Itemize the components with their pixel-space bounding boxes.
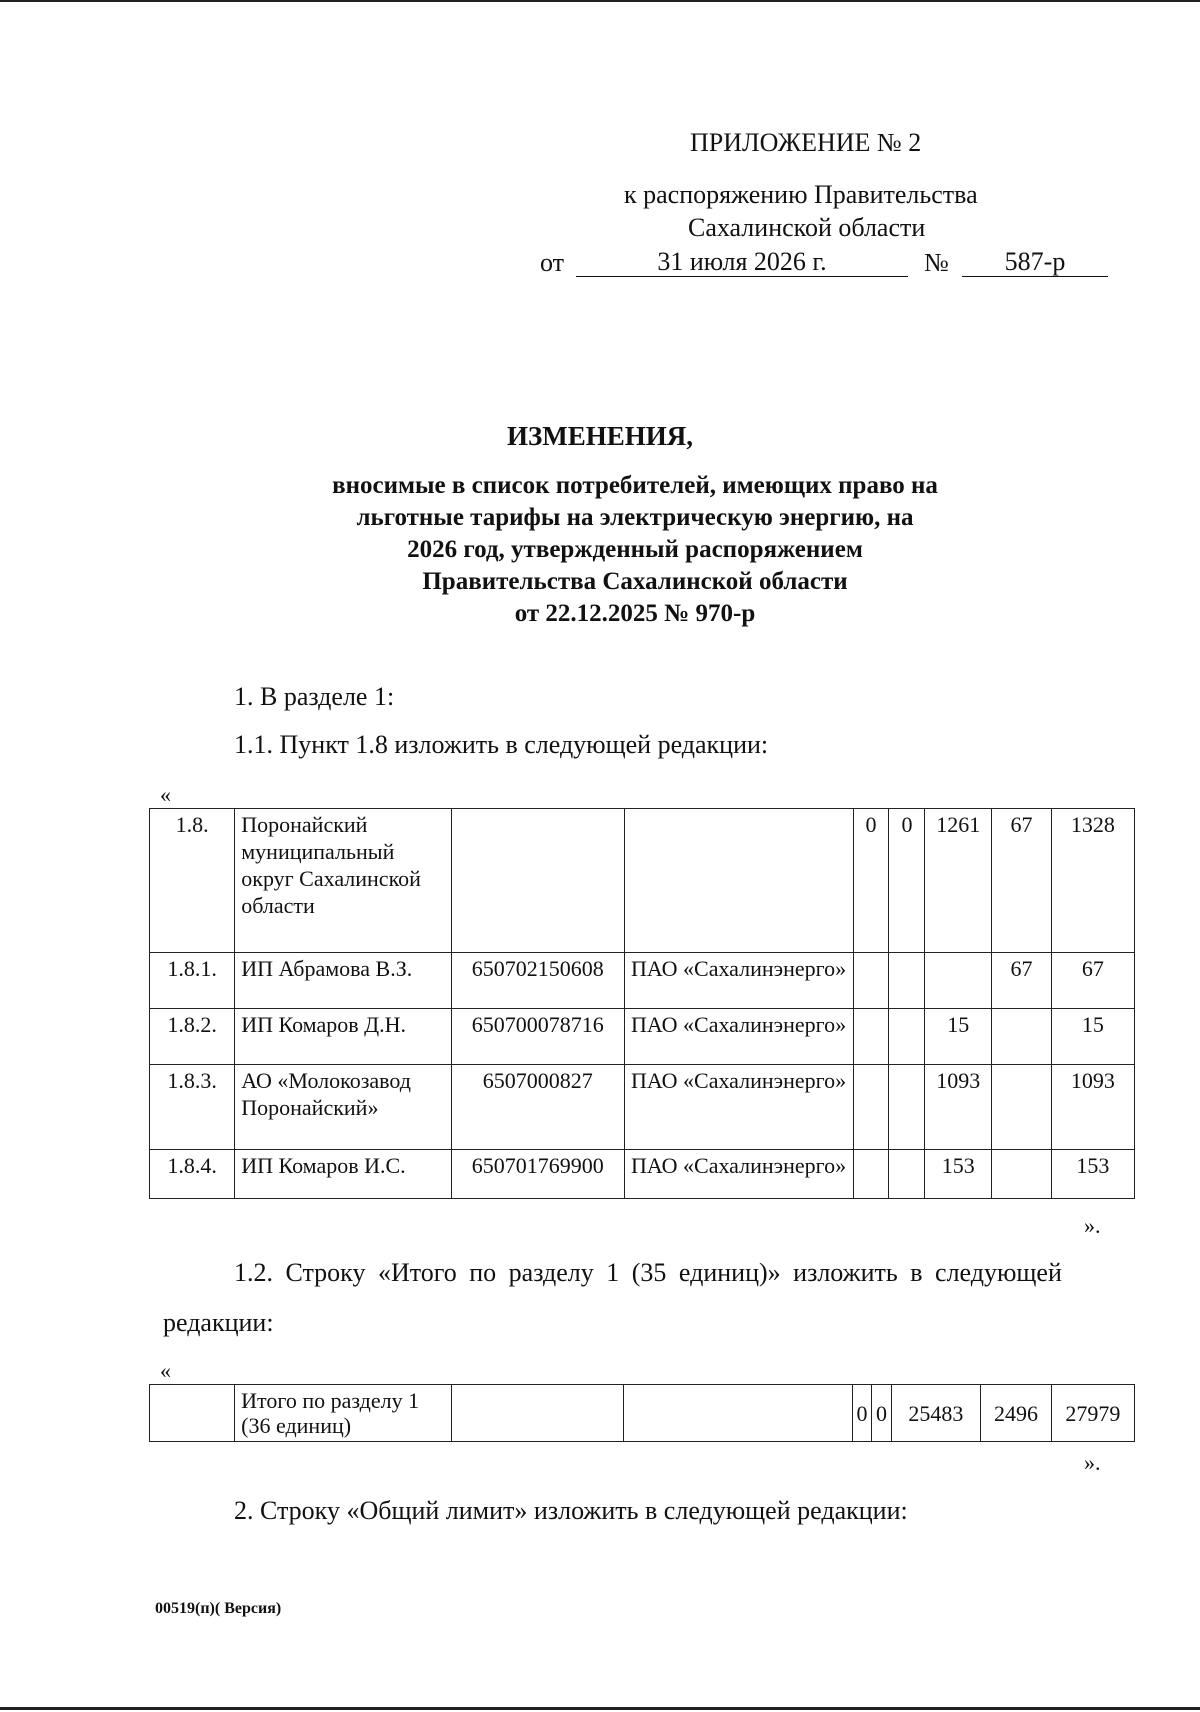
cell-value-1 xyxy=(853,1009,889,1065)
cell-value-3 xyxy=(925,953,992,1009)
cell-supplier xyxy=(624,1385,853,1442)
table-item-1-8 xyxy=(149,808,1135,1199)
cell-number: 1.8.4. xyxy=(150,1150,235,1199)
page-bottom-edge xyxy=(0,1707,1200,1710)
cell-name: АО «Молокозавод Поронайский» xyxy=(235,1065,452,1150)
cell-supplier: ПАО «Сахалинэнерго» xyxy=(624,1065,853,1150)
cell-value-total: 1328 xyxy=(1051,809,1134,953)
cell-value-3: 15 xyxy=(925,1009,992,1065)
table-row xyxy=(150,1009,1135,1065)
paragraph-1-1: 1.1. Пункт 1.8 изложить в следующей редакции: xyxy=(234,730,769,759)
cell-value-3: 1261 xyxy=(925,809,992,953)
quote-close: ». xyxy=(1084,1213,1101,1238)
cell-inn: 650701769900 xyxy=(451,1150,624,1199)
cell-value-4: 67 xyxy=(992,953,1052,1009)
paragraph-1: 1. В разделе 1: xyxy=(234,682,395,711)
quote-open: « xyxy=(160,1358,171,1383)
cell-supplier: ПАО «Сахалинэнерго» xyxy=(624,1009,853,1065)
cell-value-2: 0 xyxy=(872,1385,891,1442)
cell-value-4: 67 xyxy=(992,809,1052,953)
cell-value-4 xyxy=(992,1150,1052,1199)
table-section-total xyxy=(149,1384,1135,1442)
table-row xyxy=(150,809,1135,953)
cell-name: ИП Абрамова В.З. xyxy=(235,953,452,1009)
order-date: 31 июля 2026 г. xyxy=(576,248,908,277)
cell-name: ИП Комаров Д.Н. xyxy=(235,1009,452,1065)
cell-number: 1.8. xyxy=(150,809,235,953)
cell-inn: 650702150608 xyxy=(451,953,624,1009)
cell-inn: 6507000827 xyxy=(451,1065,624,1150)
cell-inn xyxy=(451,809,624,953)
appendix-line-2: Сахалинской области xyxy=(688,213,926,242)
document-title: ИЗМЕНЕНИЯ, xyxy=(506,421,693,451)
order-number: 587-р xyxy=(962,248,1108,277)
cell-name: ИП Комаров И.С. xyxy=(235,1150,452,1199)
table-row xyxy=(150,1065,1135,1150)
cell-value-4 xyxy=(992,1009,1052,1065)
cell-value-4 xyxy=(992,1065,1052,1150)
cell-value-1: 0 xyxy=(853,809,889,953)
cell-number: 1.8.1. xyxy=(150,953,235,1009)
subtitle-line-2: льготные тарифы на электрическую энергию, на xyxy=(356,504,914,531)
quote-close: ». xyxy=(1084,1450,1101,1475)
number-sign: № xyxy=(924,248,949,277)
cell-value-1 xyxy=(853,953,889,1009)
appendix-title: ПРИЛОЖЕНИЕ № 2 xyxy=(690,128,922,157)
from-label: от xyxy=(540,248,565,277)
cell-supplier: ПАО «Сахалинэнерго» xyxy=(624,1150,853,1199)
cell-value-3: 25483 xyxy=(891,1385,980,1442)
cell-value-2 xyxy=(889,1150,925,1199)
table-row xyxy=(150,953,1135,1009)
cell-inn xyxy=(451,1385,623,1442)
table-row xyxy=(150,1150,1135,1199)
paragraph-1-2: 1.2. Строку «Итого по разделу 1 (35 единиц)» изложить в следующей xyxy=(234,1258,1062,1287)
cell-value-1 xyxy=(853,1065,889,1150)
cell-name: Итого по разделу 1 (36 единиц) xyxy=(235,1385,451,1442)
cell-number xyxy=(150,1385,235,1442)
cell-value-4: 2496 xyxy=(981,1385,1052,1442)
cell-value-3: 1093 xyxy=(925,1065,992,1150)
cell-value-total: 1093 xyxy=(1051,1065,1134,1150)
cell-number: 1.8.3. xyxy=(150,1065,235,1150)
cell-value-1 xyxy=(853,1150,889,1199)
cell-value-2: 0 xyxy=(889,809,925,953)
subtitle-line-3: 2026 год, утвержденный распоряжением xyxy=(407,536,863,563)
page-top-edge xyxy=(0,0,1200,2)
appendix-line-1: к распоряжению Правительства xyxy=(624,180,978,209)
cell-value-2 xyxy=(889,953,925,1009)
cell-value-total: 153 xyxy=(1051,1150,1134,1199)
cell-name: Поронайский муниципальный округ Сахалинской области xyxy=(235,809,452,953)
cell-value-total: 67 xyxy=(1051,953,1134,1009)
cell-value-total: 15 xyxy=(1051,1009,1134,1065)
cell-value-2 xyxy=(889,1009,925,1065)
paragraph-1-2-continued: редакции: xyxy=(163,1308,274,1337)
cell-value-3: 153 xyxy=(925,1150,992,1199)
cell-supplier: ПАО «Сахалинэнерго» xyxy=(624,953,853,1009)
subtitle-line-5: от 22.12.2025 № 970-р xyxy=(514,600,756,627)
cell-inn: 650700078716 xyxy=(451,1009,624,1065)
cell-number: 1.8.2. xyxy=(150,1009,235,1065)
footer-code: 00519(п)( Версия) xyxy=(155,1600,282,1617)
cell-value-2 xyxy=(889,1065,925,1150)
cell-supplier xyxy=(624,809,853,953)
paragraph-2: 2. Строку «Общий лимит» изложить в следующей редакции: xyxy=(234,1496,908,1525)
quote-open: « xyxy=(160,782,171,807)
cell-value-total: 27979 xyxy=(1051,1385,1134,1442)
cell-value-1: 0 xyxy=(852,1385,871,1442)
subtitle-line-1: вносимые в список потребителей, имеющих право на xyxy=(332,472,938,499)
subtitle-line-4: Правительства Сахалинской области xyxy=(422,568,848,595)
table-row xyxy=(150,1385,1135,1442)
